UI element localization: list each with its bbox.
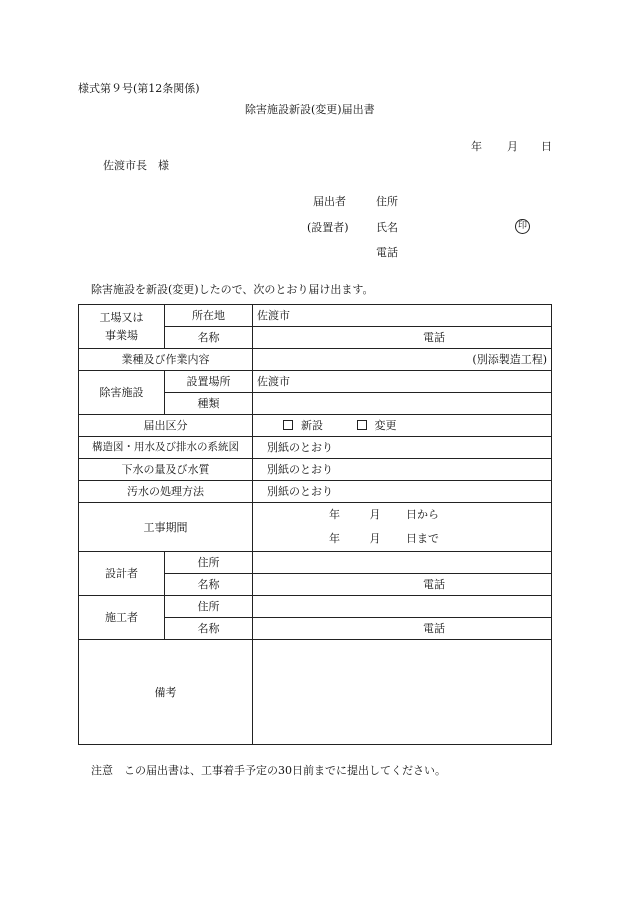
business-note: (別添製造工程): [472, 353, 547, 366]
designer-address-field[interactable]: [253, 552, 552, 574]
business-label: 業種及び作業内容: [79, 349, 253, 371]
water-field[interactable]: 別紙のとおり: [253, 459, 552, 481]
table-row: [79, 640, 552, 745]
period-end: 年 月 日まで: [329, 532, 439, 545]
checkbox-icon[interactable]: [357, 420, 367, 430]
install-place-field[interactable]: 佐渡市: [253, 371, 552, 393]
applicant-name-label: 氏名: [376, 221, 398, 234]
constructor-label: 施工者: [79, 596, 165, 640]
table-row: [79, 415, 552, 437]
designer-phone-label: 電話: [423, 578, 445, 591]
treatment-label: 汚水の処理方法: [79, 481, 253, 503]
seal-mark: [515, 218, 530, 234]
addressee: 佐渡市長 様: [103, 159, 169, 172]
applicant-address-label: 住所: [376, 195, 398, 208]
table-row: [79, 552, 552, 574]
designer-address-label: 住所: [165, 552, 253, 574]
designer-name-field[interactable]: [253, 574, 552, 596]
option-change[interactable]: 変更: [357, 419, 397, 432]
date-day-label: 日: [541, 140, 552, 153]
facility-label: 除害施設: [79, 371, 165, 415]
constructor-phone-label: 電話: [423, 622, 445, 635]
document-title: 除害施設新設(変更)届出書: [245, 103, 375, 116]
form-number: 様式第９号(第12条関係): [78, 82, 200, 95]
remarks-label: 備考: [79, 640, 253, 745]
table-row: [79, 349, 552, 371]
period-label: 工事期間: [79, 503, 253, 552]
business-field[interactable]: [253, 349, 552, 371]
factory-name-field[interactable]: [253, 327, 552, 349]
period-start: 年 月 日から: [329, 508, 439, 521]
applicant-phone-label: 電話: [376, 246, 398, 259]
checkbox-icon[interactable]: [283, 420, 293, 430]
constructor-address-field[interactable]: [253, 596, 552, 618]
table-row: [79, 503, 552, 552]
intro-text: 除害施設を新設(変更)したので、次のとおり届け出ます。: [91, 283, 374, 296]
location-label: 所在地: [165, 305, 253, 327]
designer-label: 設計者: [79, 552, 165, 596]
water-label: 下水の量及び水質: [79, 459, 253, 481]
constructor-name-field[interactable]: [253, 618, 552, 640]
applicant-role-sub: (設置者): [307, 221, 349, 234]
footer-note: 注意 この届出書は、工事着手予定の30日前までに提出してください。: [91, 764, 446, 777]
table-row: [79, 305, 552, 327]
structure-label: 構造図・用水及び排水の系統図: [79, 437, 253, 459]
application-table: [78, 304, 552, 745]
period-field[interactable]: [253, 503, 552, 552]
remarks-field[interactable]: [253, 640, 552, 745]
name-label: 名称: [165, 327, 253, 349]
table-row: [79, 437, 552, 459]
date-month-label: 月: [507, 140, 518, 153]
constructor-address-label: 住所: [165, 596, 253, 618]
type-field[interactable]: [253, 393, 552, 415]
type-label: 種類: [165, 393, 253, 415]
table-row: [79, 459, 552, 481]
phone-label: 電話: [423, 331, 445, 344]
date-year-label: 年: [471, 140, 482, 153]
category-label: 届出区分: [79, 415, 253, 437]
seal-icon: 印: [515, 219, 530, 234]
option-new[interactable]: 新設: [283, 419, 323, 432]
category-options: [253, 415, 552, 437]
table-row: [79, 481, 552, 503]
structure-field[interactable]: 別紙のとおり: [253, 437, 552, 459]
applicant-role: 届出者: [313, 195, 346, 208]
constructor-name-label: 名称: [165, 618, 253, 640]
table-row: [79, 596, 552, 618]
table-row: [79, 371, 552, 393]
treatment-field[interactable]: 別紙のとおり: [253, 481, 552, 503]
factory-label: 工場又は 事業場: [79, 305, 165, 349]
designer-name-label: 名称: [165, 574, 253, 596]
location-field[interactable]: 佐渡市: [253, 305, 552, 327]
install-place-label: 設置場所: [165, 371, 253, 393]
